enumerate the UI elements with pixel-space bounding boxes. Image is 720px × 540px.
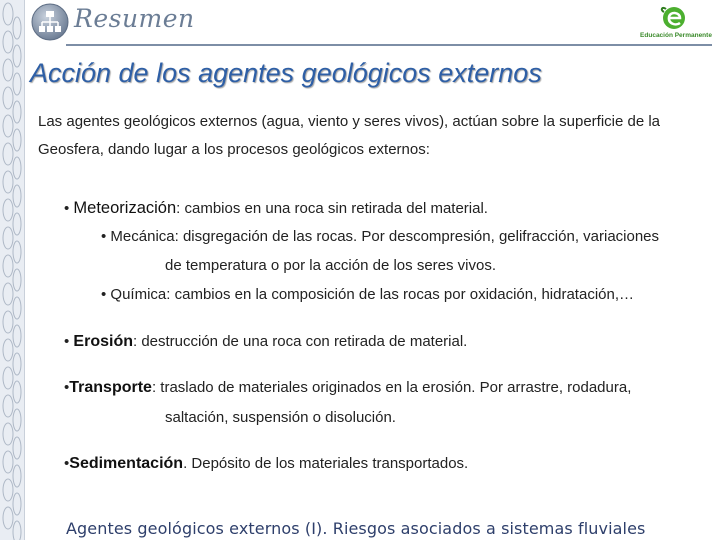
- list-item-transporte-line2: saltación, suspensión o disolución.: [165, 409, 396, 426]
- list-item-meteorizacion: [64, 198, 488, 219]
- bullet: •: [64, 200, 74, 217]
- sub-item-mecanica-line1: • Mecánica: disgregación de las rocas. Por descompresión, gelifracción, variaciones: [101, 228, 660, 245]
- bullet: •: [64, 379, 70, 396]
- desc-transporte: : traslado de materiales originados en la erosión. Por arrastre, rodadura,: [151, 379, 632, 396]
- header-rule: [66, 44, 712, 46]
- leaf-e-icon: [636, 2, 716, 34]
- bullet: •: [64, 455, 70, 472]
- brand-logo: [636, 2, 716, 42]
- bullet: •: [64, 333, 74, 350]
- term-erosion: Erosión: [73, 333, 133, 350]
- section-word: Resumen: [74, 4, 195, 33]
- list-item-sedimentacion: [64, 454, 468, 474]
- sub-item-quimica: • Química: cambios en la composición de las rocas por oxidación, hidratación,…: [101, 286, 635, 303]
- org-chart-icon: [30, 2, 70, 42]
- desc-sedimentacion: . Depósito de los materiales transportados.: [183, 455, 469, 472]
- decorative-left-strip: [0, 0, 25, 540]
- term-transporte: Transporte: [69, 379, 152, 396]
- list-item-erosion: [64, 332, 467, 352]
- desc-meteorizacion: : cambios en una roca sin retirada del material.: [176, 200, 488, 217]
- intro-paragraph: Las agentes geológicos externos (agua, viento y seres vivos), actúan sobre la superficie de la Geosfera, dando lugar a los procesos geológicos externos:: [38, 113, 661, 158]
- brand-text: Educación Permanente: [640, 32, 712, 39]
- footer-title: Agentes geológicos externos (I). Riesgos asociados a sistemas fluviales: [66, 519, 646, 538]
- term-meteorizacion: Meteorización: [73, 199, 177, 217]
- sub-item-mecanica-line2: de temperatura o por la acción de los seres vivos.: [165, 257, 497, 274]
- list-item-transporte: [64, 378, 631, 398]
- term-sedimentacion: Sedimentación: [69, 455, 184, 472]
- page-title: Acción de los agentes geológicos externos: [30, 58, 542, 88]
- desc-erosion: : destrucción de una roca con retirada de material.: [132, 333, 468, 350]
